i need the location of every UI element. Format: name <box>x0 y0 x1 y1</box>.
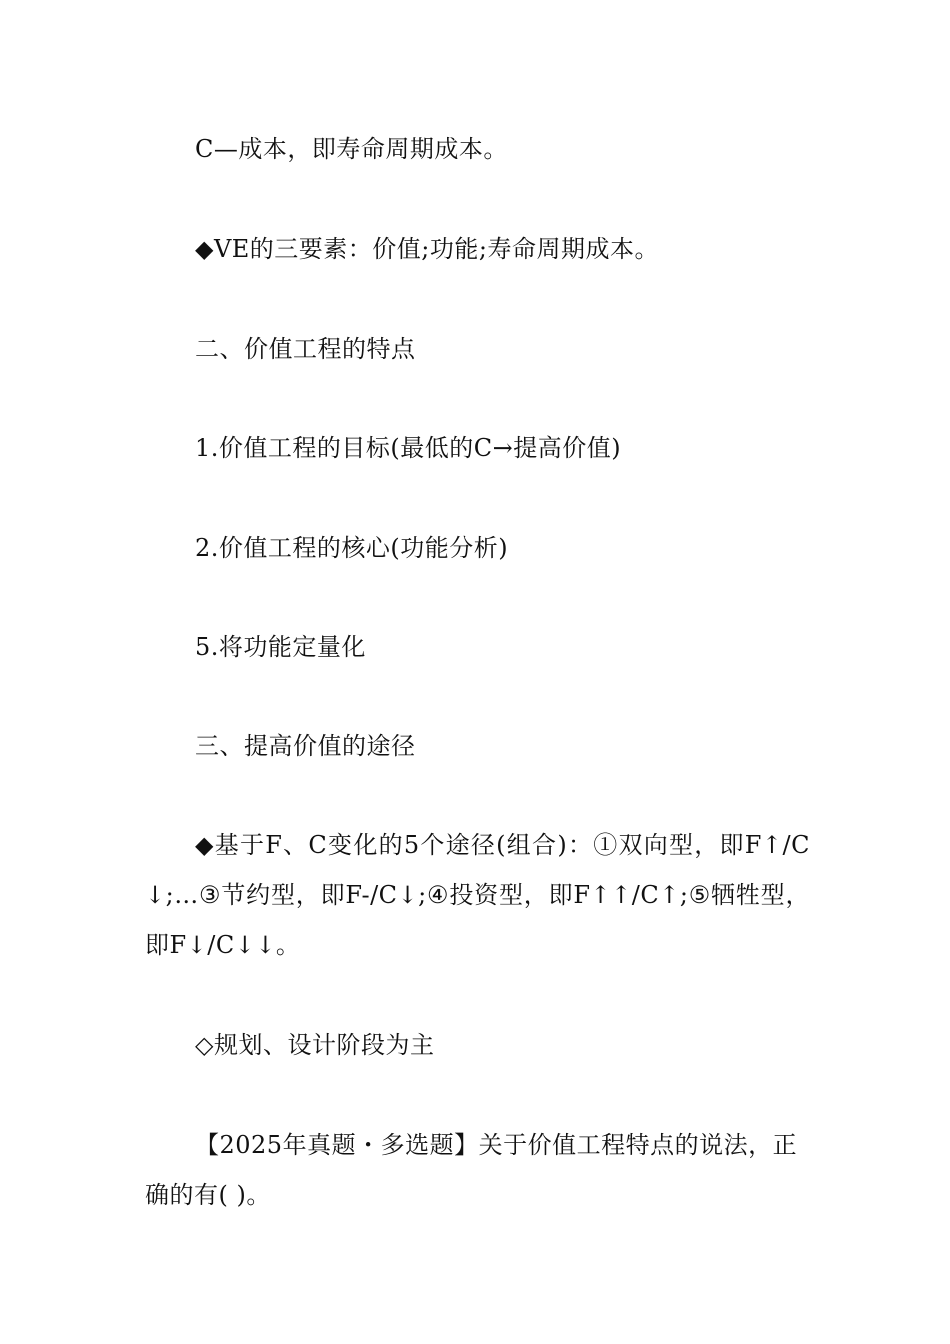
list-item-quantify: 5.将功能定量化 <box>195 633 366 661</box>
paragraph-five-ways: ◆基于F、C变化的5个途径(组合)：①双向型，即F↑/C↓;…③节约型，即F-/C↓;④投资型，即F↑↑/C↑;⑤牺牲型，即F↓/C↓↓。 <box>145 831 810 959</box>
paragraph-cost-definition: C—成本，即寿命周期成本。 <box>195 135 508 163</box>
list-item-goal: 1.价值工程的目标(最低的C→提高价值) <box>195 434 622 462</box>
paragraph-planning-stage: ◇规划、设计阶段为主 <box>195 1031 435 1059</box>
paragraph-exam-question: 【2025年真题・多选题】关于价值工程特点的说法，正确的有( )。 <box>145 1131 798 1209</box>
paragraph-ve-three-elements: ◆VE的三要素：价值;功能;寿命周期成本。 <box>195 235 659 263</box>
list-item-core: 2.价值工程的核心(功能分析) <box>195 534 509 562</box>
section-heading-ways: 三、提高价值的途径 <box>195 732 416 760</box>
section-heading-characteristics: 二、价值工程的特点 <box>195 335 416 363</box>
